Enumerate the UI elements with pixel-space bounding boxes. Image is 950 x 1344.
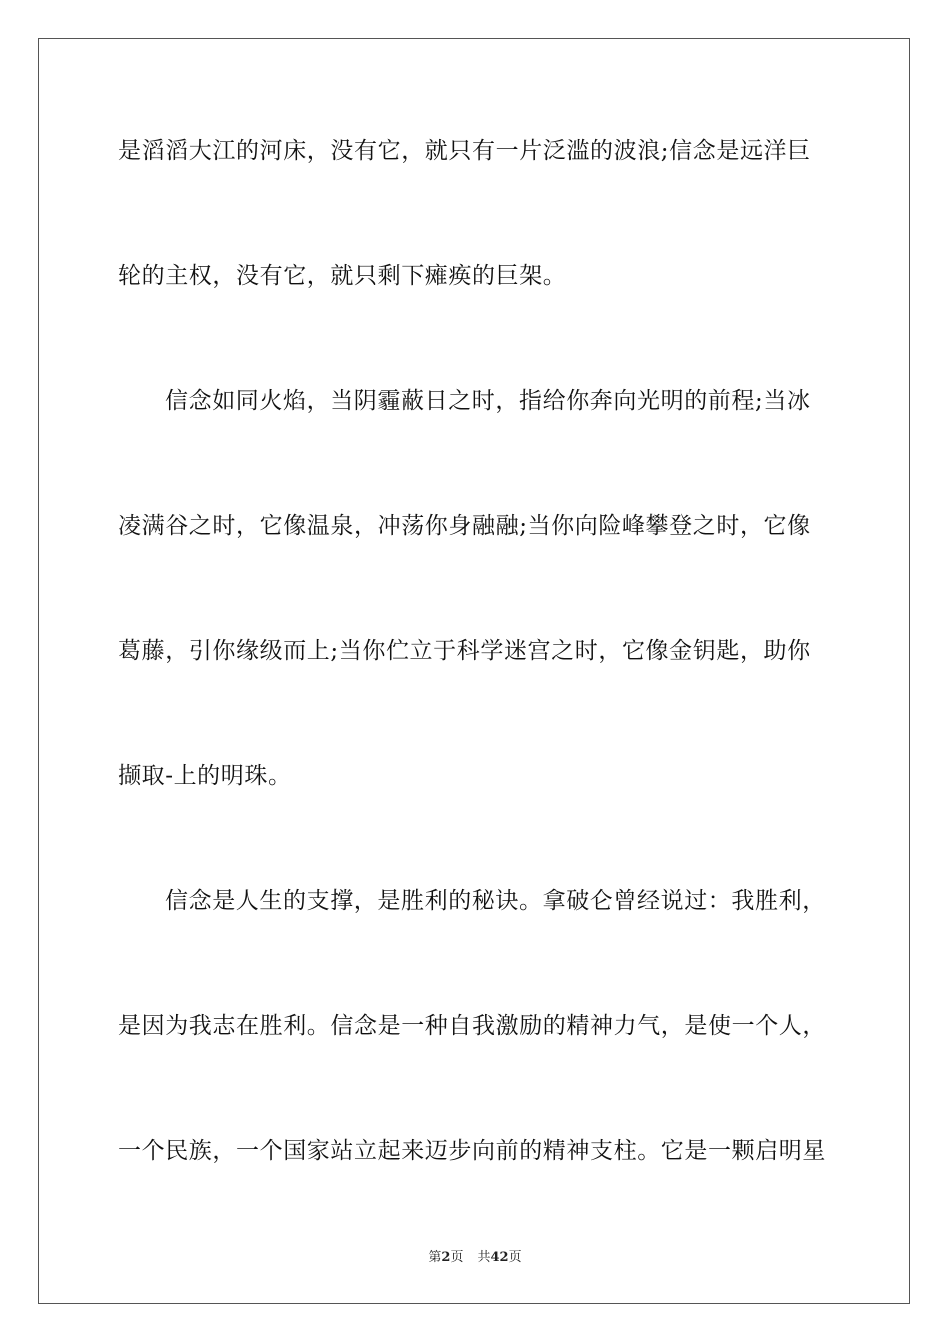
body-line-8: 是因为我志在胜利。信念是一种自我激励的精神力气，是使一个人， bbox=[118, 1013, 826, 1039]
page-suffix: 页 bbox=[450, 1250, 464, 1265]
body-line-4: 凌满谷之时，它像温泉，冲荡你身融融;当你向险峰攀登之时，它像 bbox=[118, 513, 811, 539]
total-pages: 42 bbox=[490, 1250, 509, 1265]
body-line-3: 信念如同火焰，当阴霾蔽日之时，指给你奔向光明的前程;当冰 bbox=[165, 388, 811, 414]
page-prefix: 第 bbox=[428, 1250, 442, 1265]
body-line-5: 葛藤，引你缘级而上;当你伫立于科学迷宫之时，它像金钥匙，助你 bbox=[118, 638, 811, 664]
page-number: 2 bbox=[441, 1250, 451, 1265]
body-line-9: 一个民族，一个国家站立起来迈步向前的精神支柱。它是一颗启明星 bbox=[118, 1138, 826, 1164]
page-border bbox=[38, 38, 910, 1304]
body-line-6: 撷取-上的明珠。 bbox=[118, 763, 292, 789]
total-prefix: 共 bbox=[477, 1250, 491, 1265]
total-suffix: 页 bbox=[508, 1250, 522, 1265]
page-footer bbox=[0, 1249, 950, 1267]
body-line-7: 信念是人生的支撑，是胜利的秘诀。拿破仑曾经说过：我胜利， bbox=[165, 888, 826, 914]
body-line-2: 轮的主权，没有它，就只剩下瘫痪的巨架。 bbox=[118, 263, 567, 289]
body-line-1: 是滔滔大江的河床，没有它，就只有一片泛滥的波浪;信念是远洋巨 bbox=[118, 138, 811, 164]
